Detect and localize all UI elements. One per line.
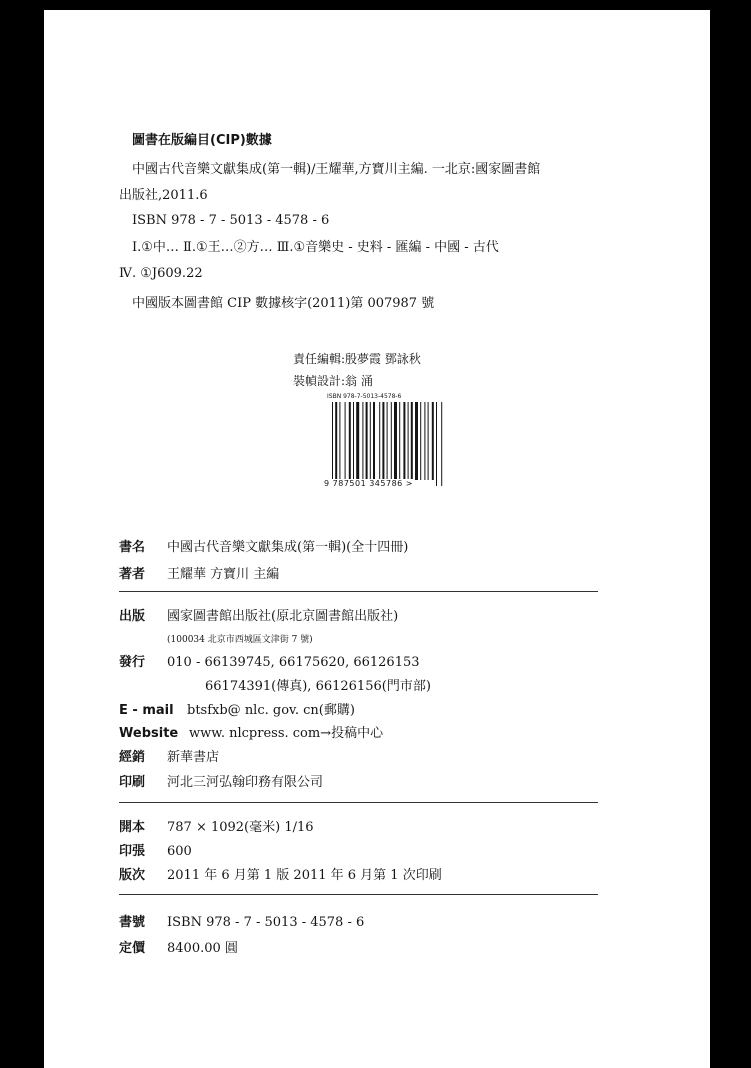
barcode-bar [373,402,375,480]
distribution-fax-line: 66174391(傳真), 66126156(門市部) [205,679,431,694]
barcode-bar [432,402,434,480]
barcode-bar [399,402,400,480]
authors-label: 著者 [119,567,146,582]
divider [119,894,598,895]
barcode-bar [345,402,346,480]
barcode-bar [441,402,442,486]
barcode-bar [332,402,333,486]
price-label: 定價 [119,941,146,956]
barcode-bar [424,402,425,480]
sheets-label: 印張 [119,844,146,859]
barcode-bar [408,402,409,480]
printer-value: 河北三河弘翰印務有限公司 [167,775,324,790]
publisher-row [119,608,398,625]
barcode-digits: 9 787501 345786 > [324,479,413,488]
barcode-bar [335,402,337,486]
seller-row [119,749,219,766]
isbn-label: 書號 [119,915,146,930]
barcode-bar [436,402,437,486]
barcode-bar [387,402,388,486]
copyright-page [44,10,710,1068]
isbn-value: ISBN 978 - 7 - 5013 - 4578 - 6 [167,915,365,930]
barcode-bar [394,402,397,480]
seller-label: 經銷 [119,750,146,765]
divider [119,591,598,592]
cip-verification-number: 中國版本圖書館 CIP 數據核字(2011)第 007987 號 [132,296,435,311]
isbn-row [119,914,364,931]
cip-isbn: ISBN 978 - 7 - 5013 - 4578 - 6 [132,213,330,228]
barcode-bar [403,402,405,480]
cover-designer: 裝幀設計:翁 涌 [293,374,373,388]
barcode-bar [349,402,351,480]
cip-heading: 圖書在版編目(CIP)數據 [132,133,272,148]
publisher-label: 出版 [119,609,146,624]
barcode-bar [420,402,421,480]
barcode-bar [362,402,363,480]
distribution-phones: 010 - 66139745, 66175620, 66126153 [167,655,420,670]
cip-classification-number: Ⅳ. ①J609.22 [119,266,203,281]
responsible-editor: 責任編輯:殷夢霞 鄧詠秋 [293,352,421,366]
isbn-barcode [324,393,454,490]
barcode-bar [391,402,392,486]
barcode-bar [379,402,380,480]
barcode-bar [339,402,340,480]
barcode-bars [324,402,454,490]
printer-row [119,774,323,791]
email-label: E - mail [119,703,174,718]
authors-row [119,566,279,583]
distribution-label: 發行 [119,655,146,670]
cip-record-line: 出版社,2011.6 [119,188,208,203]
barcode-bar [428,402,429,480]
seller-value: 新華書店 [167,750,220,765]
format-value: 787 × 1092(毫米) 1/16 [167,820,314,835]
book-title-label: 書名 [119,540,146,555]
email-row [119,702,355,719]
sheets-value: 600 [167,844,192,859]
barcode-isbn-text: ISBN 978-7-5013-4578-6 [327,393,402,400]
barcode-bar [366,402,368,480]
authors-value: 王耀華 方寶川 主編 [167,567,280,582]
publisher-address: (100034 北京市西城區文津街 7 號) [167,635,313,645]
barcode-bar [415,402,418,480]
price-value: 8400.00 圓 [167,941,238,956]
barcode-bar [370,402,371,480]
barcode-bar [382,402,384,480]
barcode-bar [411,402,413,480]
edition-row [119,867,442,884]
barcode-bar [353,402,354,480]
distribution-row [119,654,420,671]
website-value: www. nlcpress. com→投稿中心 [189,726,384,741]
format-row [119,819,314,836]
format-label: 開本 [119,820,146,835]
book-title-value: 中國古代音樂文獻集成(第一輯)(全十四冊) [167,540,409,555]
barcode-bar [356,402,359,480]
sheets-row [119,843,192,860]
price-row [119,940,238,957]
publisher-value: 國家圖書館出版社(原北京圖書館出版社) [167,609,399,624]
printer-label: 印刷 [119,775,146,790]
divider [119,802,598,803]
book-title-row [119,539,408,556]
website-row [119,725,383,742]
cip-record-line: 中國古代音樂文獻集成(第一輯)/王耀華,方寶川主編. 一北京:國家圖書館 [132,162,541,177]
edition-value: 2011 年 6 月第 1 版 2011 年 6 月第 1 次印刷 [167,868,442,883]
email-value: btsfxb@ nlc. gov. cn(郵購) [187,703,355,718]
cip-classification-line: Ⅰ.①中… Ⅱ.①王…②方… Ⅲ.①音樂史 - 史料 - 匯編 - 中國 - 古代 [132,240,499,255]
website-label: Website [119,726,179,741]
edition-label: 版次 [119,868,146,883]
